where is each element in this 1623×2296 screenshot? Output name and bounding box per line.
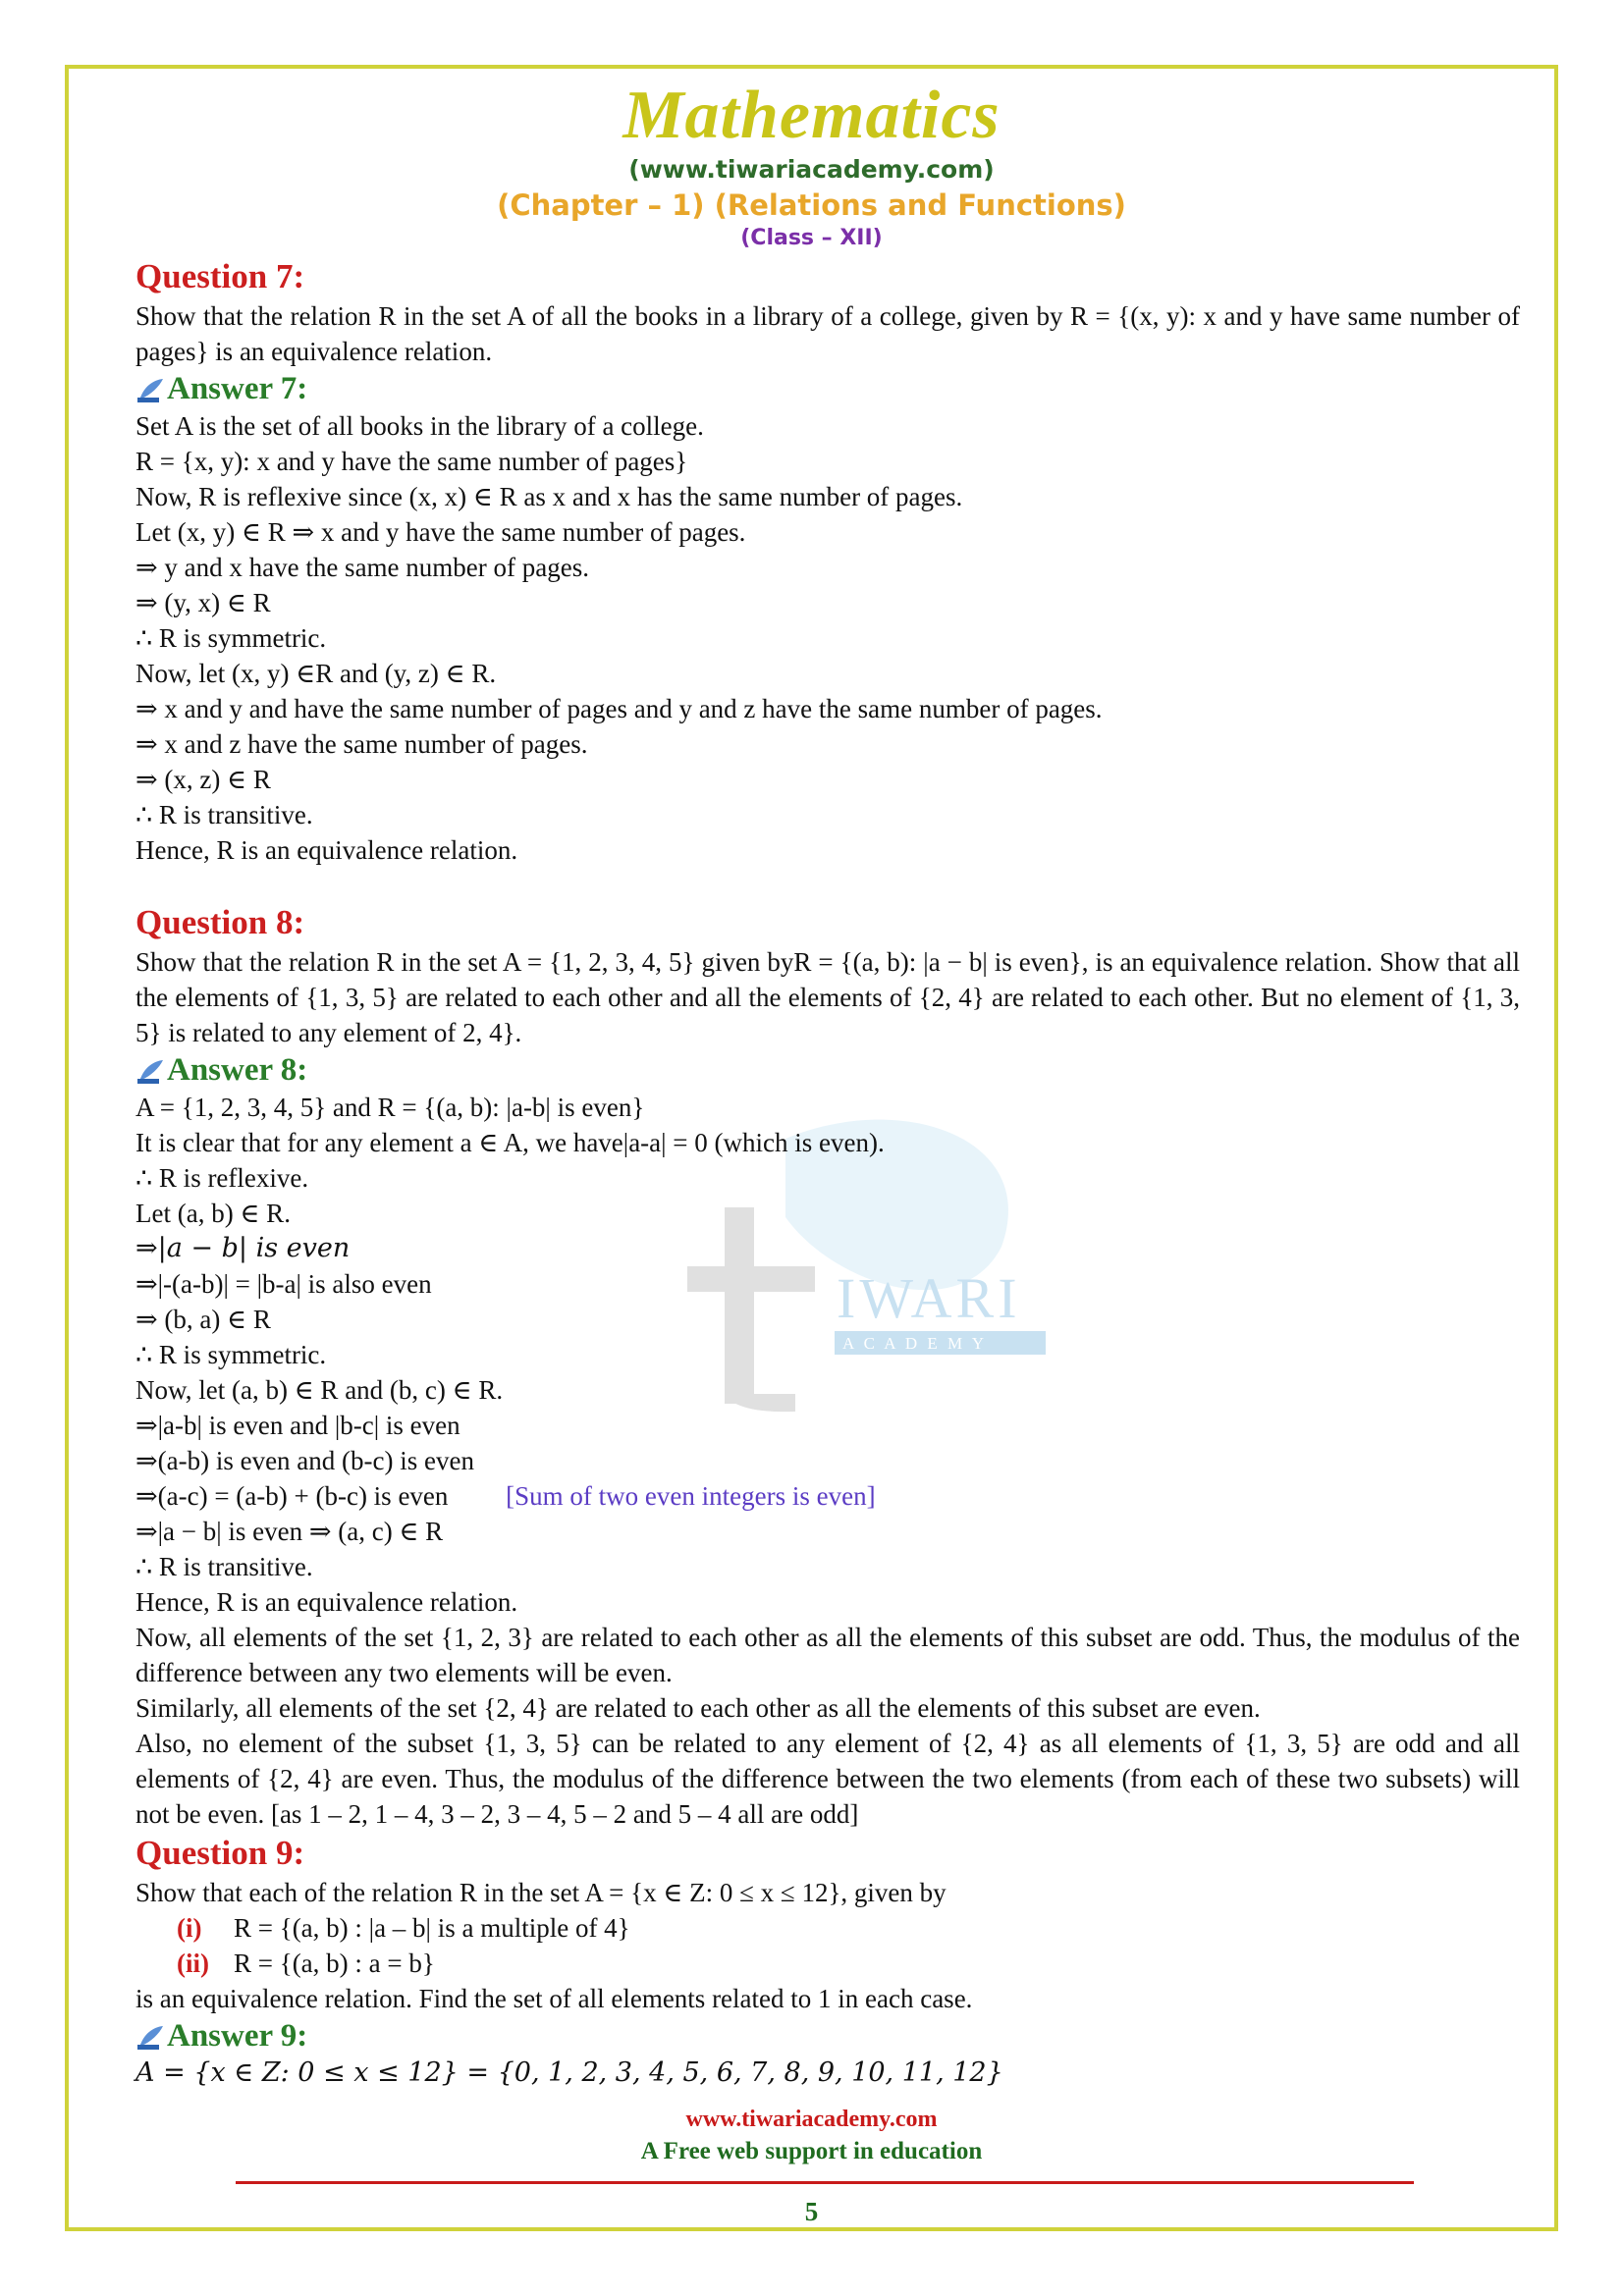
answer-8-line: ⇒|a − b| is even ⇒ (a, c) ∈ R (135, 1517, 444, 1546)
answer-9-line: A = {x ∈ Z: 0 ≤ x ≤ 12} = {0, 1, 2, 3, 4, 5, 6, 7, 8, 9, 10, 11, 12} (135, 2057, 1003, 2088)
question-9-heading: Question 9: (135, 1834, 305, 1872)
quill-icon (135, 2022, 165, 2050)
answer-7-line: Now, let (x, y) ∈R and (y, z) ∈ R. (135, 659, 497, 688)
answer-9-heading-row (135, 2016, 1520, 2056)
answer-8-line: ⇒|-(a-b)| = |b-a| is also even (135, 1269, 432, 1299)
watermark-sub: A C A D E M Y (842, 1334, 988, 1353)
answer-7-heading: Answer 7: (167, 371, 308, 406)
question-8-heading: Question 8: (135, 903, 305, 941)
answer-8-paragraph: Also, no element of the subset {1, 3, 5} can be related to any element of {2, 4} as all elements of {1, 3, 5} are odd and all elements of {2, 4} are even. Thus, the modulus of the difference between the two elements (from each of these two subsets) will not be even. [as 1 – 2, 1 – 4, 3 – 2, 3 – 4, 5 – 2 and 5 – 4 all are odd] (135, 1729, 1520, 1829)
question-9-text: Show that each of the relation R in the set A = {x ∈ Z: 0 ≤ x ≤ 12}, given by (135, 1878, 947, 1907)
answer-8-line: ∴ R is symmetric. (135, 1340, 327, 1369)
chapter-label: (Chapter – 1) (Relations and Functions) (497, 188, 1126, 222)
page-number: 5 (804, 2197, 819, 2226)
answer-7-line: Set A is the set of all books in the library of a college. (135, 411, 704, 441)
site-url[interactable]: (www.tiwariacademy.com) (628, 155, 995, 184)
answer-8-line: ⇒|a-b| is even and |b-c| is even (135, 1411, 460, 1440)
quill-icon (135, 375, 165, 402)
footer-divider (236, 2181, 1414, 2184)
answer-7-line: R = {x, y): x and y have the same number of pages} (135, 447, 688, 476)
answer-8-heading: Answer 8: (167, 1052, 308, 1088)
answer-8-sum-note: [Sum of two even integers is even] (506, 1481, 876, 1511)
answer-7-line: ∴ R is symmetric. (135, 623, 327, 653)
answer-7-heading-row (135, 369, 1520, 408)
footer-url[interactable]: www.tiwariacademy.com (685, 2107, 938, 2132)
answer-8-paragraph: Now, all elements of the set {1, 2, 3} are related to each other as all the elements of this subset are odd. Thus, the modulus of the difference between any two elements will be even. (135, 1623, 1520, 1687)
answer-8-line: Hence, R is an equivalence relation. (135, 1587, 518, 1617)
answer-7-line: ⇒ (x, z) ∈ R (135, 765, 271, 794)
item-number: (i) (177, 1913, 202, 1943)
question-7-heading: Question 7: (135, 257, 305, 295)
footer-tagline: A Free web support in education (640, 2138, 983, 2164)
answer-8-line: It is clear that for any element a ∈ A, we have|a-a| = 0 (which is even). (135, 1128, 885, 1157)
answer-7-line: ⇒ (y, x) ∈ R (135, 588, 271, 617)
answer-7-line: ⇒ y and x have the same number of pages. (135, 553, 589, 582)
answer-7-line: ∴ R is transitive. (135, 800, 313, 829)
question-7-text: Show that the relation R in the set A of all the books in a library of a college, given by R = {(x, y): x and y have same number of pages} is an equivalence relation. (135, 301, 1520, 366)
item-text: R = {(a, b) : a = b} (234, 1949, 435, 1978)
item-text: R = {(a, b) : |a – b| is a multiple of 4} (234, 1913, 630, 1943)
answer-8-paragraph: Similarly, all elements of the set {2, 4} are related to each other as all the elements of this subset are even. (135, 1693, 1261, 1723)
answer-7-line: Let (x, y) ∈ R ⇒ x and y have the same number of pages. (135, 517, 746, 547)
watermark-brand: IWARI (837, 1266, 1021, 1330)
answer-7-line: ⇒ x and z have the same number of pages. (135, 729, 588, 759)
page-title: Mathematics (622, 78, 1001, 153)
answer-8-line: Let (a, b) ∈ R. (135, 1199, 291, 1228)
answer-8-line: ⇒|a − b| is even (135, 1233, 351, 1263)
answer-7-line: Now, R is reflexive since (x, x) ∈ R as x and x has the same number of pages. (135, 482, 963, 511)
answer-8-sum-row (135, 1478, 1520, 1514)
answer-8-line: Now, let (a, b) ∈ R and (b, c) ∈ R. (135, 1375, 504, 1405)
answer-8-heading-row (135, 1050, 1520, 1090)
answer-8-line: ∴ R is transitive. (135, 1552, 313, 1581)
answer-8-line: ⇒(a-b) is even and (b-c) is even (135, 1446, 474, 1475)
main-content (135, 255, 1520, 2091)
quill-icon (135, 1056, 165, 1084)
answer-7-line: ⇒ x and y and have the same number of pages and y and z have the same number of pages. (135, 694, 1103, 723)
answer-8-line: ∴ R is reflexive. (135, 1163, 309, 1193)
answer-7-line: Hence, R is an equivalence relation. (135, 835, 518, 865)
answer-8-line: ⇒ (b, a) ∈ R (135, 1305, 271, 1334)
question-9-item (135, 1946, 1520, 1981)
class-label: (Class – XII) (740, 226, 883, 250)
answer-9-heading: Answer 9: (167, 2018, 308, 2054)
question-9-text-2: is an equivalence relation. Find the set of all elements related to 1 in each case. (135, 1984, 973, 2013)
answer-8-line: A = {1, 2, 3, 4, 5} and R = {(a, b): |a-b| is even} (135, 1093, 645, 1122)
question-8-text: Show that the relation R in the set A = {1, 2, 3, 4, 5} given byR = {(a, b): |a − b| is even}, is an equivalence relation. Show that all the elements of {1, 3, 5} are related to each other and all the elements of {2, 4} are related to each other. But no element of {1, 3, 5} is related to any element of 2, 4}. (135, 947, 1520, 1047)
item-number: (ii) (177, 1949, 209, 1978)
answer-8-sum-line: ⇒(a-c) = (a-b) + (b-c) is even (135, 1481, 449, 1511)
question-9-item (135, 1910, 1520, 1946)
